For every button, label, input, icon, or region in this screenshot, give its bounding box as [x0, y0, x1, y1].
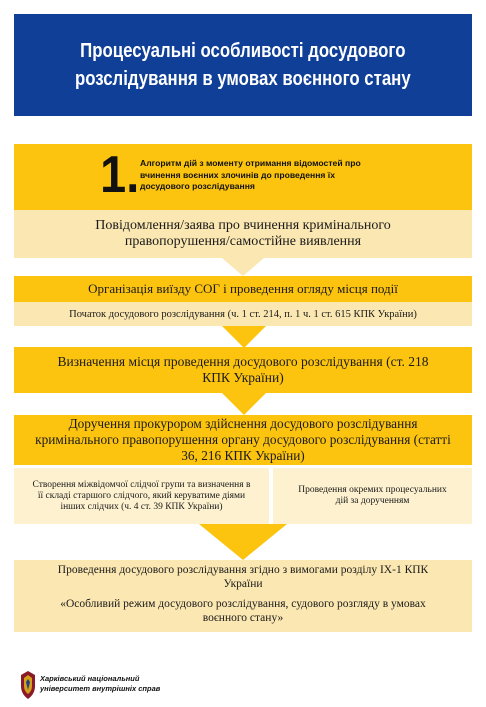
step-notification: Повідомлення/заява про вчинення кримінального правопорушення/самостійне виявлення [14, 210, 472, 258]
step-prosecutor-order: Доручення прокурором здійснення досудового розслідування кримінального правопорушення органу досудового розслідування (статті 36, 216 КПК України) [14, 415, 472, 465]
down-arrow-icon [222, 258, 264, 276]
algorithm-heading: Алгоритм дій з моменту отримання відомостей про вчинення воєнних злочинів до проведення їх досудового розслідування [140, 158, 361, 191]
step-final [14, 560, 472, 632]
title-banner [14, 14, 472, 116]
down-arrow-icon [222, 393, 266, 415]
page-title: Процесуальні особливості досудового розслідування в умовах воєнного стану [75, 40, 411, 90]
university-name: Харківський національний університет внутрішніх справ [40, 674, 161, 693]
down-arrow-icon [222, 326, 266, 348]
down-arrow-icon [199, 524, 287, 560]
step-separate-actions: Проведення окремих процесуальних дій за дорученням [273, 468, 472, 524]
final-text-2: «Особливий режим досудового розслідування, судового розгляду в умовах воєнного стану» [60, 598, 426, 624]
section-number: 1. [100, 146, 140, 204]
step-sog-trip: Організація виїзду СОГ і проведення огляду місця події [14, 276, 472, 302]
step-place-determination: Визначення місця проведення досудового розслідування (ст. 218 КПК України) [14, 347, 472, 393]
step-interagency-group: Створення міжвідомчої слідчої групи та визначення в її складі старшого слідчого, який керуватиме діями інших слідчих (ч. 4 ст. 39 КПК України) [14, 468, 269, 524]
university-emblem-icon [19, 670, 37, 700]
step-investigation-start: Початок досудового розслідування (ч. 1 ст. 214, п. 1 ч. 1 ст. 615 КПК України) [14, 302, 472, 326]
final-text-1: Проведення досудового розслідування згідно з вимогами розділу IX-1 КПК України [57, 564, 429, 590]
